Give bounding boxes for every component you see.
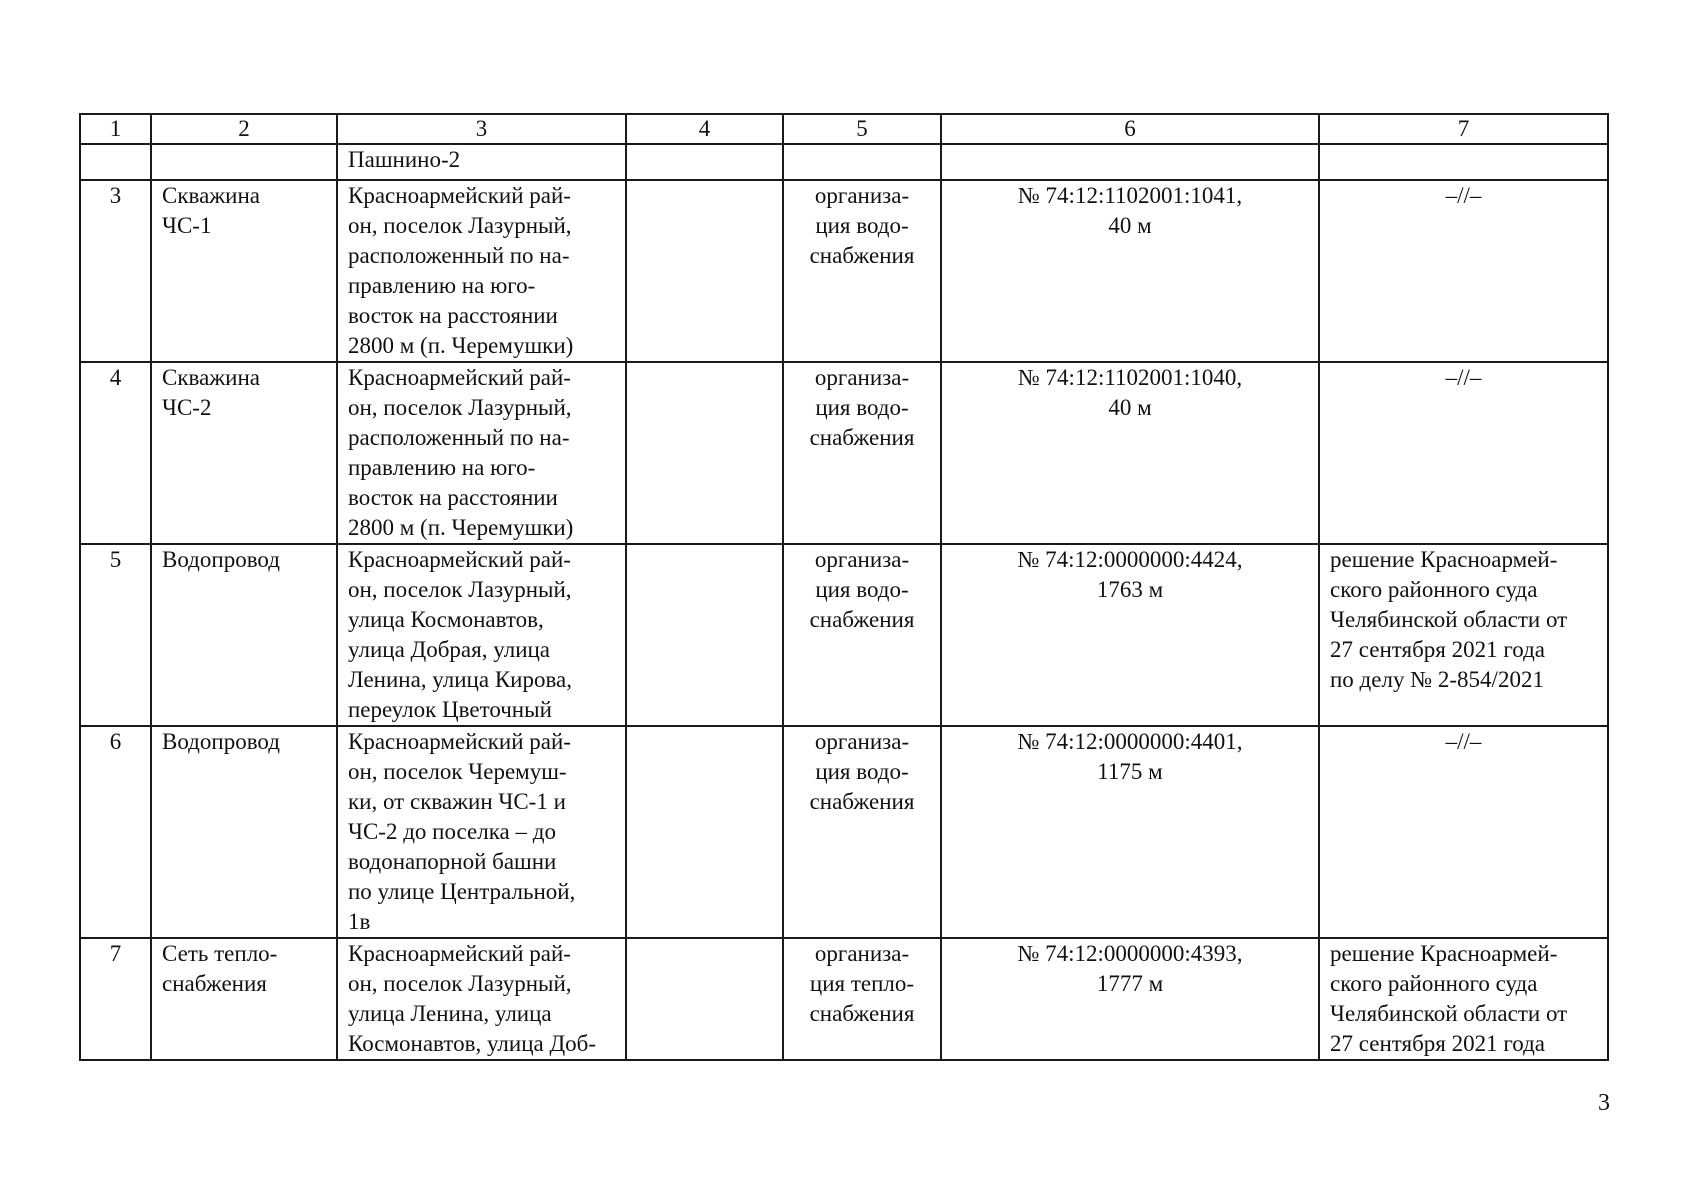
cell-object-name-line: Скважина (162, 365, 260, 390)
cell-cadastral-line: № 74:12:0000000:4393, (1017, 941, 1243, 966)
cell-object-name (151, 726, 337, 938)
table-row (80, 144, 1608, 180)
cell-object-name (151, 180, 337, 362)
cell-basis (1319, 726, 1608, 938)
cell-organization (783, 544, 941, 726)
cell-basis (1319, 144, 1608, 180)
cell-object-name-line: ЧС-2 (162, 395, 212, 420)
page-number: 3 (1598, 1090, 1610, 1116)
column-header-1: 1 (80, 114, 151, 144)
cell-organization (783, 938, 941, 1060)
cell-organization-line: ция водо- (815, 213, 909, 238)
cell-address-line: улица Добрая, улица (348, 637, 551, 662)
cell-address (337, 180, 626, 362)
cell-number (80, 144, 151, 180)
cell-address-line: он, поселок Лазурный, (348, 577, 572, 602)
table-row (80, 362, 1608, 544)
cell-address-line: Ленина, улица Кирова, (348, 667, 572, 692)
cell-address-line: Красноармейский рай- (348, 547, 571, 572)
cell-basis-line: решение Красноармей- (1330, 547, 1558, 572)
cell-address-line: 2800 м (п. Черемушки) (348, 515, 574, 540)
table-row (80, 180, 1608, 362)
column-header-6: 6 (941, 114, 1319, 144)
cell-number: 3 (80, 180, 151, 362)
cell-number: 7 (80, 938, 151, 1060)
cell-address-line: Красноармейский рай- (348, 729, 571, 754)
column-header-2: 2 (151, 114, 337, 144)
cell-organization (783, 180, 941, 362)
cell-cadastral (941, 544, 1319, 726)
cell-organization-line: снабжения (809, 789, 915, 814)
cell-col4 (626, 180, 783, 362)
cell-basis (1319, 938, 1608, 1060)
cell-object-name (151, 144, 337, 180)
cell-cadastral-line: 40 м (1108, 395, 1152, 420)
cell-basis (1319, 544, 1608, 726)
cell-address-line: улица Космонавтов, (348, 607, 544, 632)
cell-cadastral (941, 726, 1319, 938)
cell-cadastral-line: 40 м (1108, 213, 1152, 238)
cell-basis-line: 27 сентября 2021 года (1330, 1031, 1545, 1056)
cell-cadastral-line: № 74:12:1102001:1040, (1017, 365, 1243, 390)
cell-address-line: он, поселок Лазурный, (348, 971, 572, 996)
cell-address-line: ЧС-2 до поселка – до (348, 819, 556, 844)
cell-object-name-line: Сеть тепло- (162, 941, 278, 966)
cell-address-line: ки, от скважин ЧС-1 и (348, 789, 566, 814)
column-header-7: 7 (1319, 114, 1608, 144)
cell-address-line: восток на расстоянии (348, 303, 558, 328)
cell-col4 (626, 144, 783, 180)
table-row (80, 726, 1608, 938)
cell-col4 (626, 938, 783, 1060)
cell-address (337, 144, 626, 180)
cell-organization-line: ция водо- (815, 395, 909, 420)
cell-organization-line: организа- (814, 183, 910, 208)
cell-organization-line: ция тепло- (809, 971, 915, 996)
table-body (80, 144, 1608, 1060)
cell-organization-line: организа- (814, 729, 910, 754)
cell-object-name-line: ЧС-1 (162, 213, 212, 238)
cell-address-line: восток на расстоянии (348, 485, 558, 510)
cell-address-line: расположенный по на- (348, 425, 570, 450)
cell-basis-line: решение Красноармей- (1330, 941, 1558, 966)
cell-organization-line: снабжения (809, 1001, 915, 1026)
cell-object-name (151, 544, 337, 726)
cell-cadastral-line: № 74:12:1102001:1041, (1017, 183, 1243, 208)
cell-basis-line: –//– (1445, 729, 1482, 754)
cell-number: 5 (80, 544, 151, 726)
table-row (80, 544, 1608, 726)
cell-organization-line: организа- (814, 547, 910, 572)
table-row (80, 938, 1608, 1060)
cell-address-line: Красноармейский рай- (348, 941, 571, 966)
cell-address-line: Космонавтов, улица Доб- (348, 1031, 597, 1056)
column-header-5: 5 (783, 114, 941, 144)
cell-address-line: переулок Цветочный (348, 697, 552, 722)
cell-basis-line: 27 сентября 2021 года (1330, 637, 1545, 662)
cell-address-line: 2800 м (п. Черемушки) (348, 333, 574, 358)
header-row (80, 114, 1608, 144)
cell-address (337, 938, 626, 1060)
cell-object-name-line: Скважина (162, 183, 260, 208)
cell-address (337, 362, 626, 544)
cell-cadastral-line: 1763 м (1096, 577, 1164, 602)
cell-address-line: Пашнино-2 (348, 147, 461, 172)
column-header-3: 3 (337, 114, 626, 144)
cell-basis-line: по делу № 2-854/2021 (1330, 667, 1544, 692)
cell-basis-line: ского районного суда (1330, 971, 1538, 996)
cell-address-line: водонапорной башни (348, 849, 557, 874)
cell-address-line: по улице Центральной, (348, 879, 576, 904)
cell-col4 (626, 726, 783, 938)
cell-address-line: правлению на юго- (348, 455, 536, 480)
cell-number: 6 (80, 726, 151, 938)
cell-cadastral (941, 938, 1319, 1060)
cell-basis-line: –//– (1445, 365, 1482, 390)
cell-address (337, 726, 626, 938)
cell-organization-line: организа- (814, 941, 910, 966)
cell-object-name-line: Водопровод (162, 547, 280, 572)
cell-organization-line: организа- (814, 365, 910, 390)
cell-organization (783, 726, 941, 938)
cell-organization-line: ция водо- (815, 759, 909, 784)
cell-basis (1319, 180, 1608, 362)
cell-address-line: он, поселок Лазурный, (348, 395, 572, 420)
cell-basis-line: –//– (1445, 183, 1482, 208)
cell-address-line: правлению на юго- (348, 273, 536, 298)
cell-basis-line: Челябинской области от (1330, 607, 1568, 632)
cell-address-line: 1в (348, 909, 371, 934)
cell-address-line: расположенный по на- (348, 243, 570, 268)
cell-cadastral-line: № 74:12:0000000:4401, (1017, 729, 1243, 754)
cell-organization-line: снабжения (809, 243, 915, 268)
cell-object-name (151, 938, 337, 1060)
registry-table (79, 113, 1609, 1061)
cell-address (337, 544, 626, 726)
cell-address-line: Красноармейский рай- (348, 183, 571, 208)
cell-object-name-line: снабжения (162, 971, 267, 996)
cell-basis (1319, 362, 1608, 544)
cell-object-name (151, 362, 337, 544)
cell-organization (783, 362, 941, 544)
cell-address-line: он, поселок Черемуш- (348, 759, 567, 784)
cell-cadastral-line: № 74:12:0000000:4424, (1017, 547, 1243, 572)
column-header-4: 4 (626, 114, 783, 144)
cell-organization-line: ция водо- (815, 577, 909, 602)
cell-address-line: улица Ленина, улица (348, 1001, 552, 1026)
cell-organization-line: снабжения (809, 607, 915, 632)
cell-organization-line: снабжения (809, 425, 915, 450)
cell-cadastral-line: 1175 м (1097, 759, 1163, 784)
cell-address-line: он, поселок Лазурный, (348, 213, 572, 238)
cell-col4 (626, 362, 783, 544)
cell-cadastral (941, 362, 1319, 544)
cell-organization (783, 144, 941, 180)
cell-address-line: Красноармейский рай- (348, 365, 571, 390)
cell-col4 (626, 544, 783, 726)
cell-cadastral (941, 180, 1319, 362)
cell-object-name-line: Водопровод (162, 729, 280, 754)
cell-basis-line: Челябинской области от (1330, 1001, 1568, 1026)
cell-cadastral (941, 144, 1319, 180)
cell-cadastral-line: 1777 м (1096, 971, 1164, 996)
cell-number: 4 (80, 362, 151, 544)
cell-basis-line: ского районного суда (1330, 577, 1538, 602)
